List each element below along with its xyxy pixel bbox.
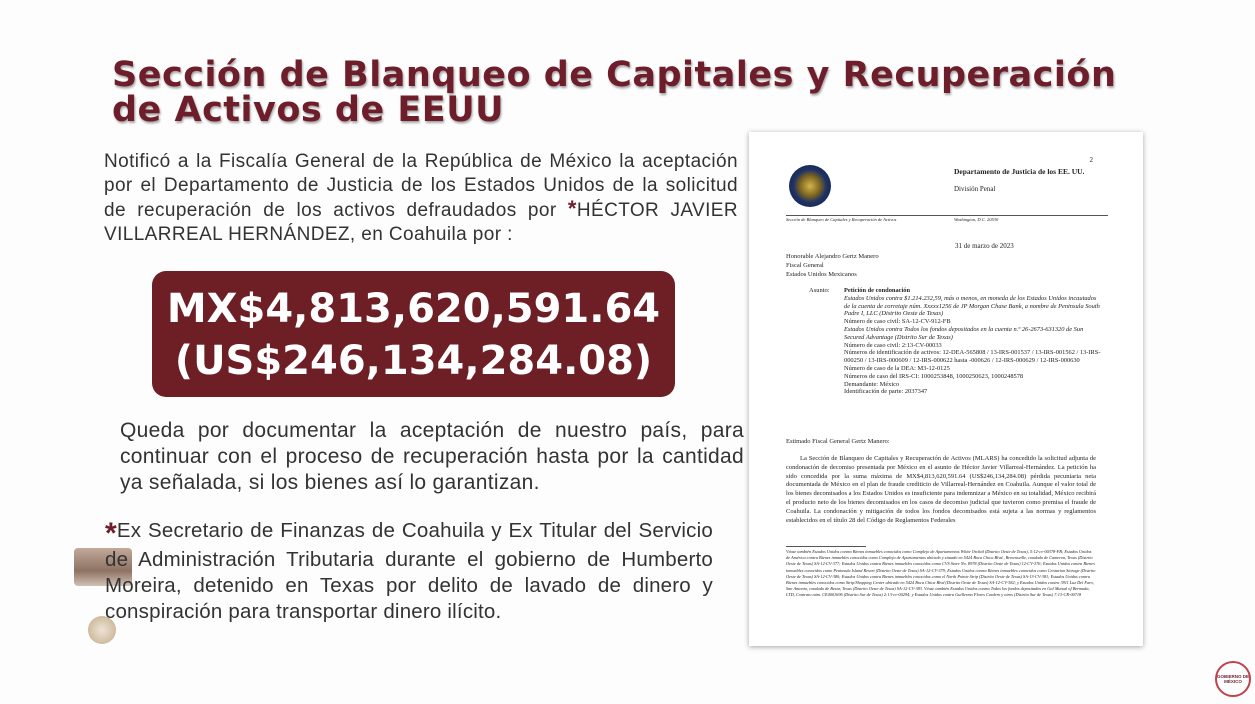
- footnote-text: Ex Secretario de Finanzas de Coahuila y Ex Titular del Servicio de Administración Tributaria durante el gobierno de Humberto Moreira, detenido en Texas por delito de lavado de dinero y conspiración para transportar dinero ilícito.: [105, 519, 713, 623]
- letter-date: 31 de marzo de 2023: [955, 242, 1014, 250]
- subject-civil-number: Número de caso civil: SA-12-CV-912-FB: [844, 318, 951, 326]
- addressee-line: Honorable Alejandro Gertz Manero: [786, 253, 879, 260]
- subject-irs-case: Números de caso del IRS-CI: 1000253848, 1000250623, 1000248578: [844, 372, 1024, 380]
- amount-mxn: MX$4,813,620,591.64: [166, 286, 661, 332]
- subject-plaintiff: Demandante: México: [844, 380, 900, 388]
- department-name: Departamento de Justicia de los EE. UU.: [954, 167, 1085, 176]
- subject-civil-number: Número de caso civil: 2:13-CV-00033: [844, 341, 942, 349]
- gobierno-mexico-logo: GOBIERNO DE MÉXICO: [1215, 661, 1251, 697]
- page-number: 2: [1089, 156, 1093, 164]
- footnote-rule: [786, 546, 866, 547]
- subject-party-id: Identificación de parte: 2037347: [844, 388, 928, 396]
- doj-seal-icon: [789, 165, 831, 207]
- slide-title: Sección de Blanqueo de Capitales y Recuperación de Activos de EEUU: [112, 55, 1117, 130]
- subject-case: Estados Unidos contra Todos los fondos depositados en la cuenta n.º 26-2673-631320 de Sun Secured Advantage (Distrito Sur de Texas): [844, 325, 1084, 341]
- lead-paragraph: [104, 150, 738, 246]
- lead-text: Notificó a la Fiscalía General de la República de México la aceptación por el Departamento de Justicia de los Estados Unidos de la solicitud de recuperación de los activos defraudados por: [104, 151, 738, 221]
- letter-greeting: Estimado Fiscal General Gertz Manero:: [786, 438, 890, 445]
- subject-dea-case: Número de caso de la DEA: M3-12-0125: [844, 364, 950, 372]
- location: Washington, D.C. 20530: [954, 217, 999, 222]
- pending-paragraph: Queda por documentar la aceptación de nuestro país, para continuar con el proceso de recuperación hasta por la cantidad ya señalada, si los bienes así lo garantizan.: [120, 419, 744, 494]
- amount-box: [152, 271, 675, 397]
- amount-usd: (US$246,134,284.08): [174, 338, 653, 384]
- letter-footnotes: Véase también Estados Unidos contra Bienes inmuebles conocidos como Complejo de Apartamentos White Orchid (Distrito Oeste de Texas), 5:12-cv-00378-FB; Estados Unidos de América contra Bienes inmuebles conocidos como Complejo de Apartamentos ubicado y situado en 5424 Boca Chica Blvd., Brownsville, condado de Cameron, Texas (Distrito Oeste de Texas) SA-12-CV-377; Estados Unidos contra Bienes inmuebles conocidos como CVS Store No. 8978 (Distrito Oeste de Texas) 12-CV-376; Estados Unidos contra Bienes inmuebles conocidos como Peninsula Island Resort (Distrito Oeste de Texas) SA-12-CV-379; Estados Unidos contra Bienes inmuebles conocidos como Centurion Storage (Distrito Oeste de Texas) SA-12-CV-380; Estados Unidos contra Bienes inmuebles conocidos como el North Pointe Strip (Distrito Oeste de Texas) SA-13-CV-381; Estados Unidos contra Bienes inmuebles conocidos como Strip/Shopping Center ubicado en 5424 Boca Chica Blvd (Distrito Oeste de Texas) SA-12-CV-382; y Estados Unidos contra 3911 Luz Del Faro, San Antonio, condado de Bexar, Texas (Distrito Oeste de Texas) SA-12-CV-383. Véase también Estados Unidos contra Todos los fondos depositados en Gal Mutual of Bermuda, LTD, Contrato núm. CE4001696 (Distrito Sur de Texas) 2:13-cv-00294; y Estados Unidos contra Guillermo Flores Cordero y otros (Distrito Sur de Texas) 7:13-CR-00718: [786, 549, 1096, 598]
- division-name: División Penal: [954, 185, 996, 193]
- lead-person: HÉCTOR JAVIER VILLARREAL HERNÁNDEZ, en Coahuila por :: [104, 200, 739, 245]
- doj-letter-image: [749, 132, 1143, 646]
- section-reference: Sección de Blanqueo de Capitales y Recuperación de Activos: [786, 217, 897, 222]
- header-rule: [786, 215, 1108, 216]
- asterisk-marker: *: [105, 517, 117, 550]
- subject-block: [844, 287, 1104, 396]
- letter-body: La Sección de Blanqueo de Capitales y Recuperación de Activos (MLARS) ha concedido la solicitud adjunta de condonación de decomiso presentada por México en el asunto de Héctor Javier Villarreal-Hernández. La petición ha sido concedida por la suma máxima de MX$4,813,620,591.64 (US$246,134,284.08) pérdida pecuniaria neta documentada de México en el plan de fraude crediticio de Villarreal-Hernández en Coahuila. Aunque el valor total de los bienes decomisados a los Estados Unidos es insuficiente para indemnizar a México en su totalidad, México recibirá el producto neto de los bienes decomisados en los casos de decomiso judicial que tuvieron como premisa el fraude de Coahuila. La condonación y mitigación de todos los fondos decomisados está sujeta a las normas y reglamentos establecidos en el título 28 del Código de Reglamentos Federales: [786, 455, 1096, 524]
- subject-case: Estados Unidos contra $1.214.232,59, más o menos, en moneda de los Estados Unidos incautados de la cuenta de corretaje núm. Xxxxx1256 de JP Morgan Chase Bank, a nombre de Peninsula South Padre I, LLC (Distrito Oeste de Texas): [844, 294, 1100, 318]
- subject-asset-ids: Números de identificación de activos: 12-DEA-565808 / 13-IRS-001537 / 13-IRS-001562 / 13-IRS-000250 / 13-IRS-000609 / 12-IRS-000622 hasta -000626 / 12-IRS-000629 / 12-IRS-000630: [844, 349, 1101, 365]
- subject-title: Petición de condonación: [844, 287, 911, 294]
- addressee-line: Estados Unidos Mexicanos: [786, 271, 857, 278]
- asterisk-marker: *: [567, 196, 577, 221]
- addressee-line: Fiscal General: [786, 262, 824, 269]
- subject-label: Asunto:: [809, 287, 830, 294]
- footnote-paragraph: [105, 518, 713, 625]
- addressee-block: [786, 252, 879, 279]
